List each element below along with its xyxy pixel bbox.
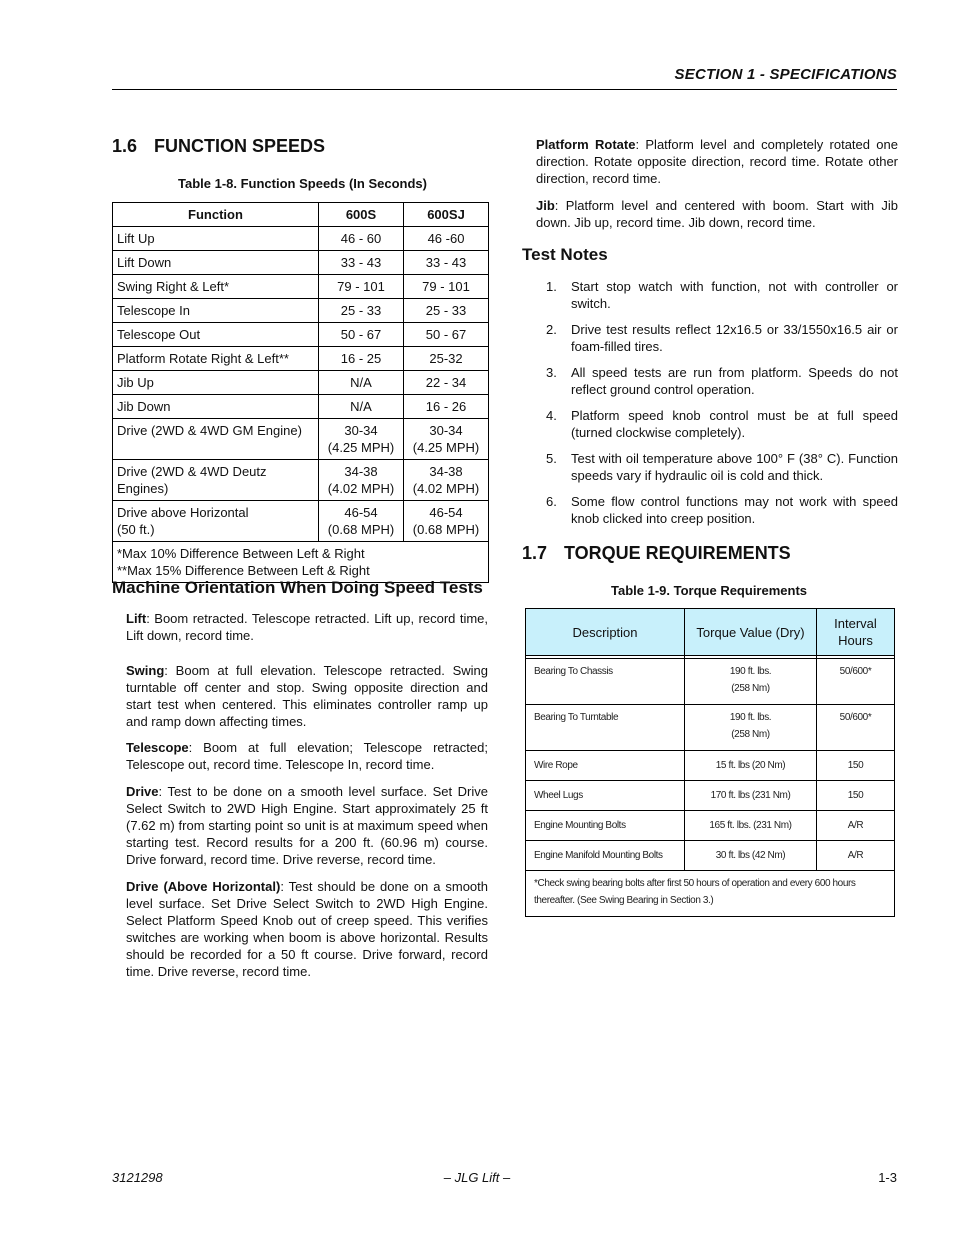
header-interval-hours: Interval Hours xyxy=(817,609,895,656)
term-jib: Jib xyxy=(536,198,555,213)
cell xyxy=(319,501,404,542)
term-drive-horizontal: Drive (Above Horizontal) xyxy=(126,879,281,894)
cell xyxy=(404,501,489,542)
table-row xyxy=(113,395,489,419)
header-torque-value: Torque Value (Dry) xyxy=(685,609,817,656)
cell-value: 46-54 xyxy=(429,505,463,520)
section-1-7-heading xyxy=(522,543,791,564)
item-text: Platform speed knob control must be at full speed (turned clockwise completely). xyxy=(571,408,898,440)
cell: Wheel Lugs xyxy=(526,781,685,811)
item-number: 2. xyxy=(546,322,557,337)
footer-center: – JLG Lift – xyxy=(443,1170,511,1185)
table-note: *Check swing bearing bolts after first 50 hours of operation and every 600 hours thereafter. (See Swing Bearing in Section 3.) xyxy=(526,871,895,917)
function-speeds-table xyxy=(112,202,489,583)
table-row xyxy=(113,460,489,501)
cell: Lift Up xyxy=(113,227,319,251)
cell: Jib Down xyxy=(113,395,319,419)
cell: 16 - 25 xyxy=(319,347,404,371)
cell-sub: (4.25 MPH) xyxy=(412,440,480,455)
cell: 150 xyxy=(817,751,895,781)
cell-sub: (258 Nm) xyxy=(731,729,770,740)
cell: 50 - 67 xyxy=(319,323,404,347)
table-row xyxy=(113,323,489,347)
table-row xyxy=(526,659,895,705)
table-row xyxy=(526,841,895,871)
cell: Engine Mounting Bolts xyxy=(526,811,685,841)
cell: Telescope Out xyxy=(113,323,319,347)
torque-table xyxy=(525,608,895,917)
cell-value: 34-38 xyxy=(344,464,378,479)
para-telescope xyxy=(126,739,488,773)
table-row xyxy=(526,811,895,841)
header-rule xyxy=(112,89,897,90)
cell: 170 ft. lbs (231 Nm) xyxy=(685,781,817,811)
cell: 25 - 33 xyxy=(319,299,404,323)
cell: 30 ft. lbs (42 Nm) xyxy=(685,841,817,871)
table-header-row xyxy=(113,203,489,227)
cell: 33 - 43 xyxy=(404,251,489,275)
cell-value: 190 ft. lbs. xyxy=(729,712,772,723)
item-text: Some flow control functions may not work with speed knob clicked into creep position. xyxy=(571,494,898,526)
item-number: 5. xyxy=(546,451,557,466)
text-drive: : Test to be done on a smooth level surface. Set Drive Select Switch to 2WD High Engine. Start approximately 25 ft (7.62 m) from starting point so unit is at maximum speed when starting test. Record results for a 200 ft. (60.96 m) course. Drive forward, record time. Drive reverse, record time. xyxy=(126,784,488,867)
text-lift: : Boom retracted. Telescope retracted. Lift up, record time, Lift down, record time. xyxy=(126,611,488,643)
term-platform-rotate: Platform Rotate xyxy=(536,137,636,152)
cell xyxy=(113,501,319,542)
note-1: *Max 10% Difference Between Left & Right xyxy=(117,546,365,561)
table-row xyxy=(113,227,489,251)
test-notes-heading: Test Notes xyxy=(522,245,608,264)
cell-sub: (258 Nm) xyxy=(731,683,770,694)
cell: Telescope In xyxy=(113,299,319,323)
cell xyxy=(319,419,404,460)
cell: Engine Manifold Mounting Bolts xyxy=(526,841,685,871)
list-item xyxy=(540,364,898,398)
list-item xyxy=(540,450,898,484)
cell: 50/600* xyxy=(817,659,895,705)
table-row xyxy=(526,751,895,781)
cell: Drive (2WD & 4WD Deutz Engines) xyxy=(113,460,319,501)
para-drive xyxy=(126,783,488,868)
cell-sub: (0.68 MPH) xyxy=(412,522,480,537)
cell-value: 190 ft. lbs. xyxy=(729,666,772,677)
item-text: All speed tests are run from platform. Speeds do not reflect ground control operation. xyxy=(571,365,898,397)
cell: N/A xyxy=(319,371,404,395)
cell: 79 - 101 xyxy=(404,275,489,299)
item-text: Start stop watch with function, not with controller or switch. xyxy=(571,279,898,311)
cell: Lift Down xyxy=(113,251,319,275)
para-platform-rotate xyxy=(536,136,898,187)
table-row xyxy=(113,501,489,542)
cell: N/A xyxy=(319,395,404,419)
item-number: 4. xyxy=(546,408,557,423)
table-notes-row xyxy=(113,542,489,583)
text-jib: : Platform level and centered with boom. Start with Jib down. Jib up, record time. Jib down, record time. xyxy=(536,198,898,230)
list-item xyxy=(540,321,898,355)
cell: 46 -60 xyxy=(404,227,489,251)
cell xyxy=(319,460,404,501)
footer-doc-number: 3121298 xyxy=(112,1170,163,1185)
cell: 165 ft. lbs. (231 Nm) xyxy=(685,811,817,841)
cell-value: 34-38 xyxy=(429,464,463,479)
cell: 16 - 26 xyxy=(404,395,489,419)
text-platform-rotate: : Platform level and completely rotated one direction. Rotate opposite direction, record time. Rotate other direction, record time. xyxy=(536,137,898,186)
term-drive: Drive xyxy=(126,784,159,799)
table-notes xyxy=(113,542,489,583)
cell-sub: (50 ft.) xyxy=(117,522,155,537)
table-row xyxy=(113,275,489,299)
cell: 22 - 34 xyxy=(404,371,489,395)
footer-page-number: 1-3 xyxy=(878,1170,897,1185)
cell-sub: (4.02 MPH) xyxy=(327,481,395,496)
list-item xyxy=(540,407,898,441)
cell: 25-32 xyxy=(404,347,489,371)
section-header: SECTION 1 - SPECIFICATIONS xyxy=(674,66,897,83)
section-number: 1.7 xyxy=(522,543,548,563)
section-number: 1.6 xyxy=(112,136,138,156)
cell: Bearing To Turntable xyxy=(526,705,685,751)
text-swing: : Boom at full elevation. Telescope retracted. Swing turntable off center and stop. Swing opposite direction and start test when centered. This eliminates controller ramp up and ramp down affecting times. xyxy=(126,663,488,729)
note-2: **Max 15% Difference Between Left & Right xyxy=(117,563,370,578)
cell-sub: (4.02 MPH) xyxy=(412,481,480,496)
cell xyxy=(404,419,489,460)
table-row xyxy=(113,419,489,460)
header-description: Description xyxy=(526,609,685,656)
table-row xyxy=(526,781,895,811)
item-number: 3. xyxy=(546,365,557,380)
cell: 50/600* xyxy=(817,705,895,751)
cell: Jib Up xyxy=(113,371,319,395)
cell: 79 - 101 xyxy=(319,275,404,299)
para-drive-horizontal xyxy=(126,878,488,980)
table-row xyxy=(526,705,895,751)
cell: 15 ft. lbs (20 Nm) xyxy=(685,751,817,781)
cell-value: Drive above Horizontal xyxy=(117,505,249,520)
item-number: 1. xyxy=(546,279,557,294)
table-row xyxy=(113,371,489,395)
function-speeds-caption: Table 1-8. Function Speeds (In Seconds) xyxy=(178,176,427,191)
cell xyxy=(404,460,489,501)
table-row xyxy=(113,299,489,323)
list-item xyxy=(540,278,898,312)
cell xyxy=(685,659,817,705)
cell: Swing Right & Left* xyxy=(113,275,319,299)
list-item xyxy=(540,493,898,527)
term-lift: Lift xyxy=(126,611,147,626)
cell-value: 30-34 xyxy=(344,423,378,438)
orientation-heading: Machine Orientation When Doing Speed Tests xyxy=(112,578,483,597)
cell: Wire Rope xyxy=(526,751,685,781)
term-swing: Swing xyxy=(126,663,165,678)
cell: 46 - 60 xyxy=(319,227,404,251)
cell-value: 46-54 xyxy=(344,505,378,520)
cell: Platform Rotate Right & Left** xyxy=(113,347,319,371)
cell: Bearing To Chassis xyxy=(526,659,685,705)
item-number: 6. xyxy=(546,494,557,509)
cell-value: 30-34 xyxy=(429,423,463,438)
para-lift xyxy=(126,610,488,644)
header-600s: 600S xyxy=(319,203,404,227)
text-telescope: : Boom at full elevation; Telescope retracted; Telescope out, record time. Telescope In, record time. xyxy=(126,740,488,772)
cell-sub: (0.68 MPH) xyxy=(327,522,395,537)
header-600sj: 600SJ xyxy=(404,203,489,227)
cell: 33 - 43 xyxy=(319,251,404,275)
table-notes-row xyxy=(526,871,895,917)
torque-caption: Table 1-9. Torque Requirements xyxy=(611,583,808,598)
para-swing xyxy=(126,662,488,730)
section-title: TORQUE REQUIREMENTS xyxy=(564,543,791,563)
table-row xyxy=(113,347,489,371)
table-header-row xyxy=(526,609,895,656)
cell: A/R xyxy=(817,841,895,871)
item-text: Test with oil temperature above 100° F (38° C). Function speeds vary if hydraulic oil is cold and thick. xyxy=(571,451,898,483)
cell: 150 xyxy=(817,781,895,811)
term-telescope: Telescope xyxy=(126,740,189,755)
cell: 25 - 33 xyxy=(404,299,489,323)
text-drive-horizontal: : Test should be done on a smooth level surface. Set Drive Select Switch to 2WD High Engine. Select Platform Speed Knob out of creep speed. This verifies switches are working when boom is above horizontal. Results should be recorded for a 50 ft course. Drive forward, record time. Drive reverse, record time. xyxy=(126,879,488,979)
header-function: Function xyxy=(113,203,319,227)
cell-sub: (4.25 MPH) xyxy=(327,440,395,455)
cell: 50 - 67 xyxy=(404,323,489,347)
test-notes-list xyxy=(540,278,898,536)
section-title: FUNCTION SPEEDS xyxy=(154,136,326,156)
cell xyxy=(685,705,817,751)
cell: A/R xyxy=(817,811,895,841)
section-1-6-heading xyxy=(112,136,325,157)
item-text: Drive test results reflect 12x16.5 or 33/1550x16.5 air or foam-filled tires. xyxy=(571,322,898,354)
cell: Drive (2WD & 4WD GM Engine) xyxy=(113,419,319,460)
para-jib xyxy=(536,197,898,231)
table-row xyxy=(113,251,489,275)
